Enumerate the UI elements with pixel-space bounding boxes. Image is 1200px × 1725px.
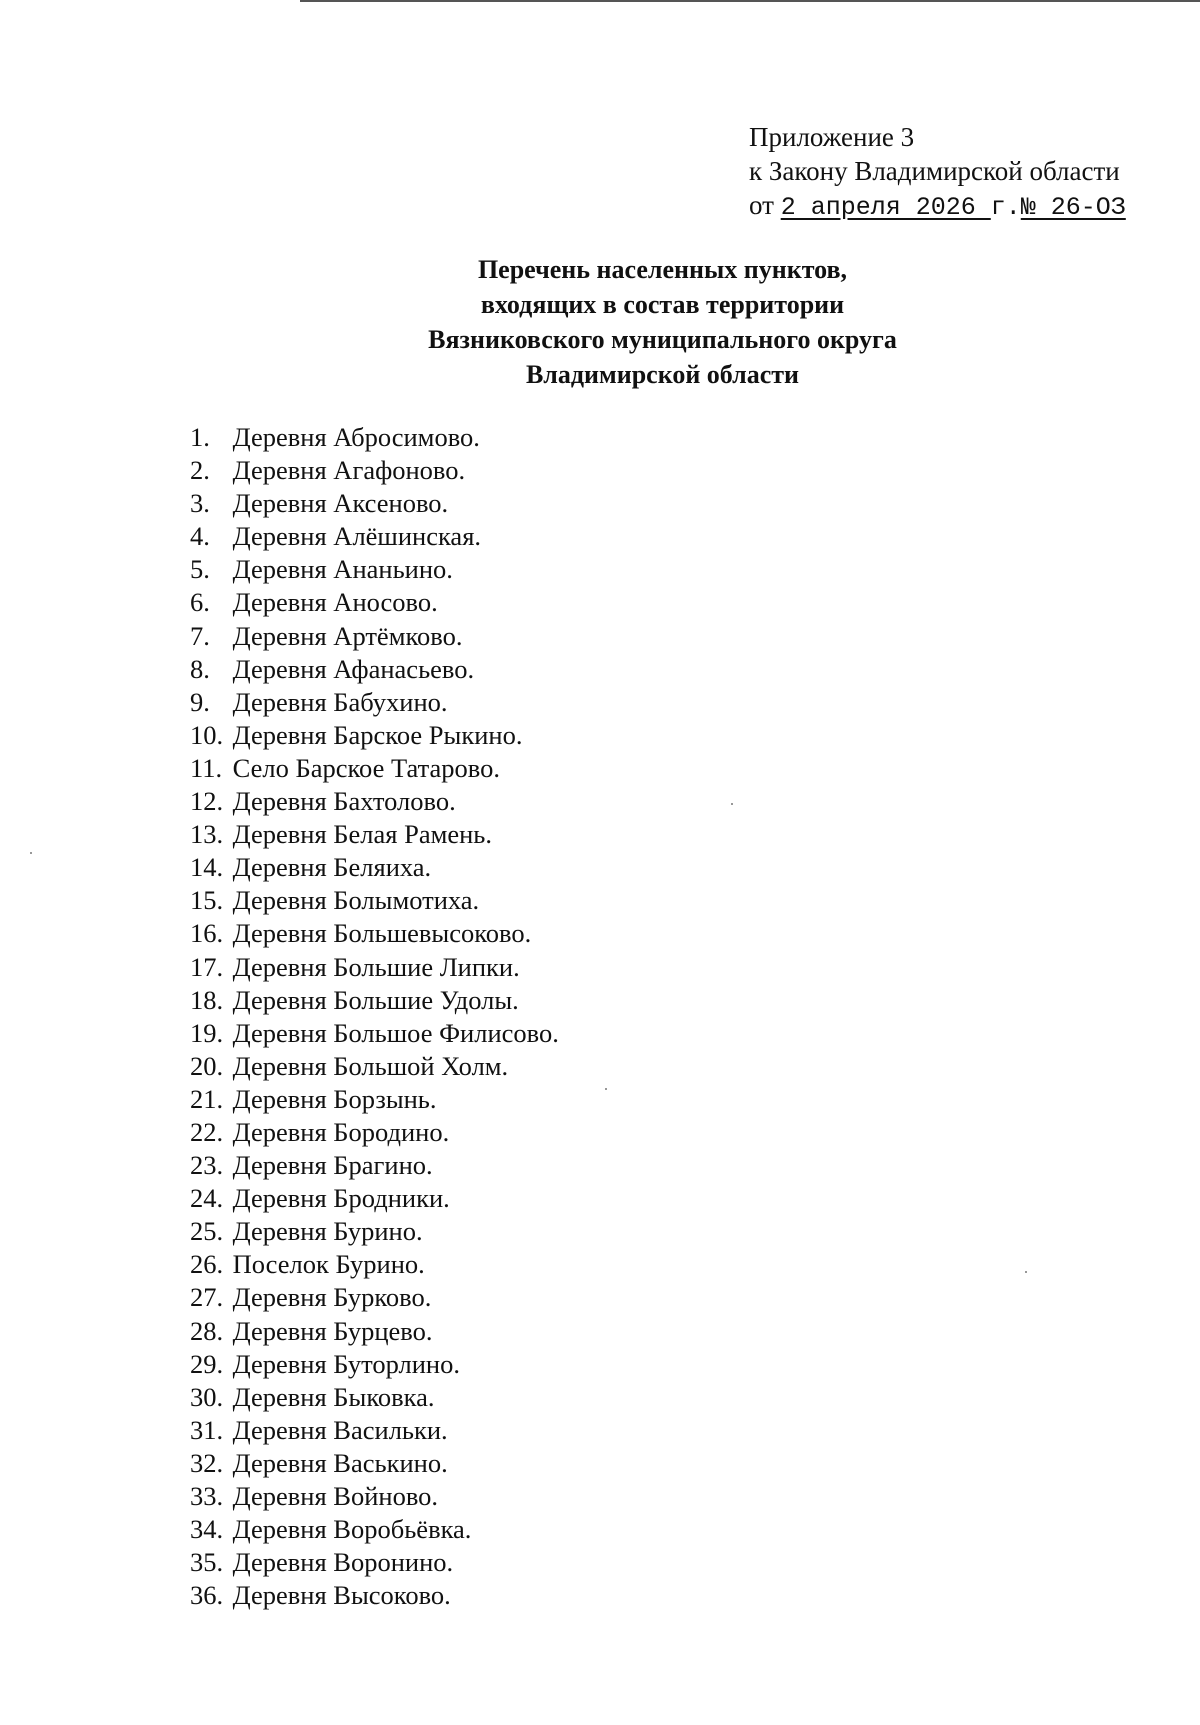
list-item: [190, 1579, 559, 1612]
list-item: [190, 719, 559, 752]
item-number: 29.: [190, 1348, 224, 1379]
item-number: 22.: [190, 1116, 224, 1147]
item-text: Деревня Аносово.: [232, 587, 438, 618]
item-text: Деревня Буторлино.: [232, 1348, 460, 1379]
item-text: Деревня Высоково.: [232, 1580, 451, 1611]
item-number: 36.: [190, 1580, 224, 1611]
item-number: 13.: [190, 819, 224, 850]
list-item: [190, 1348, 559, 1381]
scan-speck: [605, 1088, 607, 1090]
item-text: Деревня Бородино.: [232, 1116, 450, 1147]
item-number: 27.: [190, 1282, 224, 1313]
item-number: 14.: [190, 852, 224, 883]
item-text: Деревня Ананьино.: [232, 554, 453, 585]
item-text: Деревня Большой Холм.: [232, 1050, 509, 1081]
list-item: [190, 1083, 559, 1116]
item-number: 32.: [190, 1447, 224, 1478]
list-item: [190, 1149, 559, 1182]
title-line-3: Вязниковского муниципального округа: [428, 325, 897, 354]
list-item: [190, 1381, 559, 1414]
item-text: Деревня Афанасьево.: [232, 653, 475, 684]
item-number: 5.: [190, 554, 210, 585]
item-number: 4.: [190, 521, 210, 552]
list-item: [190, 785, 559, 818]
item-number: 6.: [190, 587, 210, 618]
item-text: Деревня Артёмково.: [232, 620, 463, 651]
item-number: 12.: [190, 786, 224, 817]
list-item: [190, 1513, 559, 1546]
item-number: 30.: [190, 1381, 224, 1412]
item-text: Деревня Большие Липки.: [232, 951, 520, 982]
item-number: 28.: [190, 1315, 224, 1346]
item-text: Деревня Бурцево.: [232, 1315, 433, 1346]
item-number: 26.: [190, 1249, 224, 1280]
item-text: Деревня Воробьёвка.: [232, 1514, 472, 1545]
item-number: 10.: [190, 719, 224, 750]
item-text: Деревня Бабухино.: [232, 686, 448, 717]
item-number: 15.: [190, 885, 224, 916]
list-item: [190, 1315, 559, 1348]
item-text: Деревня Бродники.: [232, 1183, 450, 1214]
title-line-1: Перечень населенных пунктов,: [477, 255, 848, 284]
settlement-list: [190, 421, 559, 1612]
item-number: 18.: [190, 984, 224, 1015]
list-item: [190, 1182, 559, 1215]
item-text: Деревня Васькино.: [232, 1447, 448, 1478]
item-number: 21.: [190, 1083, 224, 1114]
item-number: 9.: [190, 686, 210, 717]
list-item: [190, 1447, 559, 1480]
list-item: [190, 1215, 559, 1248]
item-number: 17.: [190, 951, 224, 982]
list-item: [190, 818, 559, 851]
law-date: 2 апреля 2026: [780, 193, 991, 222]
item-text: Деревня Быковка.: [232, 1381, 435, 1412]
title-line-4: Владимирской области: [525, 360, 800, 389]
item-text: Деревня Васильки.: [232, 1414, 448, 1445]
item-text: Деревня Болымотиха.: [232, 885, 480, 916]
item-text: Деревня Барское Рыкино.: [232, 719, 523, 750]
list-item: [190, 1050, 559, 1083]
year-suffix: г.: [990, 193, 1021, 222]
item-text: Деревня Воронино.: [232, 1547, 454, 1578]
date-prefix: от: [749, 190, 774, 220]
item-text: Деревня Бурково.: [232, 1282, 432, 1313]
list-item: [190, 752, 559, 785]
item-number: 19.: [190, 1017, 224, 1048]
item-text: Деревня Войново.: [232, 1481, 439, 1511]
item-text: Деревня Абросимово.: [232, 422, 480, 452]
item-number: 11.: [190, 752, 223, 783]
item-number: 8.: [190, 653, 210, 684]
law-number: № 26-ОЗ: [1020, 193, 1126, 222]
list-item: [190, 686, 559, 719]
list-item: [190, 951, 559, 984]
list-item: [190, 1248, 559, 1281]
list-item: [190, 1017, 559, 1050]
item-text: Деревня Белая Рамень.: [232, 819, 493, 850]
item-number: 16.: [190, 918, 224, 949]
annex-law-reference: к Закону Владимирской области: [749, 156, 1120, 186]
item-text: Деревня Бурино.: [232, 1216, 423, 1247]
item-text: Деревня Большое Филисово.: [232, 1017, 559, 1048]
item-text: Деревня Агафоново.: [232, 455, 466, 486]
list-item: [190, 884, 559, 917]
item-number: 31.: [190, 1414, 224, 1445]
item-text: Деревня Аксеново.: [232, 488, 449, 519]
item-number: 20.: [190, 1050, 224, 1081]
list-item: [190, 851, 559, 884]
scan-top-edge: [300, 0, 1200, 2]
list-item: [190, 1281, 559, 1314]
item-number: 3.: [190, 488, 210, 519]
list-item: [190, 454, 559, 487]
list-item: [190, 487, 559, 520]
annex-date-line: [749, 188, 1126, 225]
scan-speck: [731, 803, 733, 805]
list-item: [190, 586, 559, 619]
item-text: Деревня Борзынь.: [232, 1083, 437, 1114]
annex-header: [749, 120, 1126, 225]
item-number: 7.: [190, 620, 210, 651]
list-item: [190, 917, 559, 950]
title-line-2: входящих в состав территории: [480, 290, 845, 319]
list-item: [190, 1480, 559, 1513]
item-text: Деревня Беляиха.: [232, 852, 432, 883]
item-number: 33.: [190, 1481, 224, 1511]
list-item: [190, 653, 559, 686]
item-text: Поселок Бурино.: [232, 1249, 425, 1280]
list-item: [190, 421, 559, 454]
list-item: [190, 1546, 559, 1579]
item-text: Деревня Бахтолово.: [232, 786, 456, 817]
item-number: 2.: [190, 455, 210, 486]
list-item: [190, 553, 559, 586]
scan-speck: [30, 852, 32, 854]
item-text: Деревня Алёшинская.: [232, 521, 482, 552]
item-text: Деревня Большие Удолы.: [232, 984, 519, 1015]
annex-number: Приложение 3: [749, 122, 915, 152]
item-number: 25.: [190, 1216, 224, 1247]
item-text: Деревня Большевысоково.: [232, 918, 532, 949]
list-item: [190, 1116, 559, 1149]
item-number: 24.: [190, 1183, 224, 1214]
item-text: Село Барское Татарово.: [232, 752, 500, 783]
list-item: [190, 1414, 559, 1447]
list-item: [190, 520, 559, 553]
list-item: [190, 984, 559, 1017]
list-item: [190, 620, 559, 653]
item-text: Деревня Брагино.: [232, 1150, 433, 1181]
item-number: 34.: [190, 1514, 224, 1545]
item-number: 1.: [190, 422, 210, 452]
item-number: 23.: [190, 1150, 224, 1181]
item-number: 35.: [190, 1547, 224, 1578]
scan-speck: [1025, 1271, 1027, 1273]
document-title: [0, 252, 1200, 392]
